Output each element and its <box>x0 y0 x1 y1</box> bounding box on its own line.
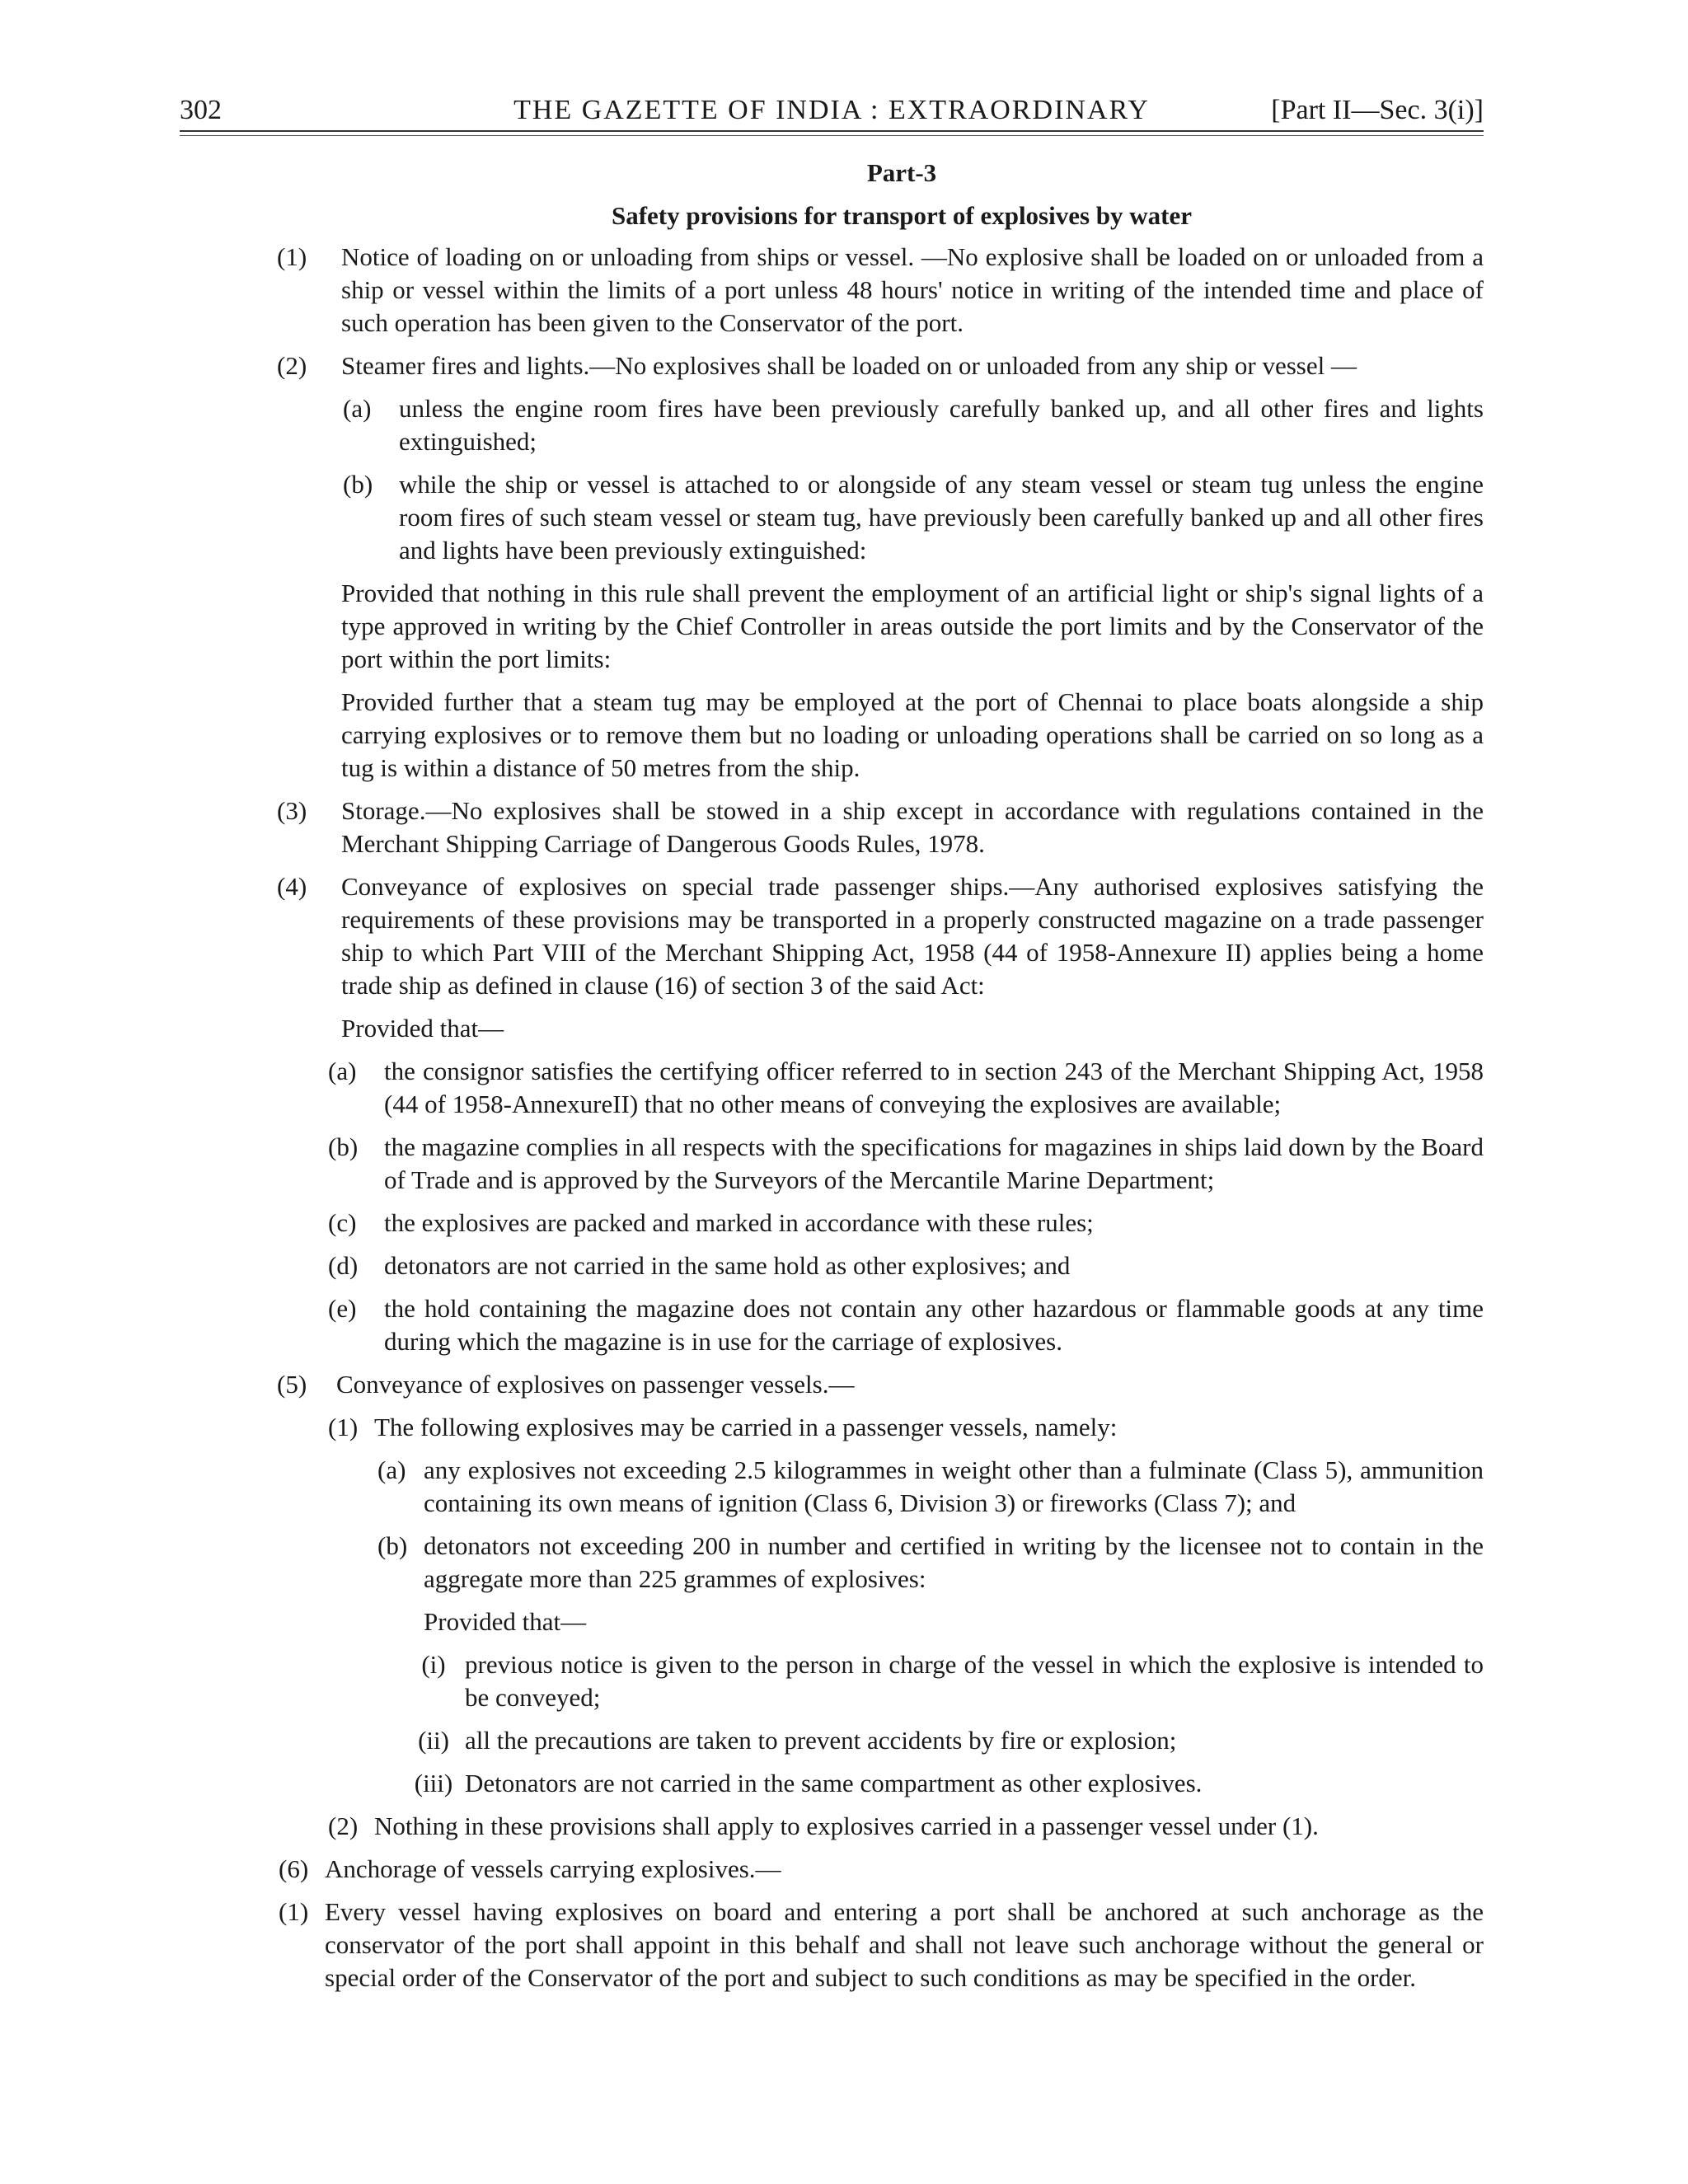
condition-text: previous notice is given to the person in charge of the vessel in which the explosive is intended to be conveyed; <box>465 1650 1484 1712</box>
clause-2a <box>180 392 1484 458</box>
clause-number: (b) <box>377 1531 408 1560</box>
clause-text: the magazine complies in all respects with the specifications for magazines in ships laid down by the Board of Trade and is approved by the Surveyors of the Mercantile Marine Department; <box>384 1132 1484 1194</box>
clause-2b <box>180 468 1484 567</box>
part-heading: Part-3 <box>866 158 937 187</box>
header-rule-thin <box>180 135 1484 136</box>
page-header <box>180 92 1484 135</box>
clause-text: the explosives are packed and marked in accordance with these rules; <box>384 1208 1094 1237</box>
clause-4a <box>180 1055 1484 1121</box>
clause-5-1a <box>180 1454 1484 1520</box>
clause-4b <box>180 1131 1484 1197</box>
clause-5-1b <box>180 1530 1484 1596</box>
clause-number: (a) <box>377 1455 406 1484</box>
clause-4c <box>180 1207 1484 1240</box>
clause-number: (b) <box>343 470 373 499</box>
clause-number: (d) <box>328 1251 359 1280</box>
provision-4 <box>180 870 1484 1002</box>
provision-1 <box>180 241 1484 340</box>
subprovision-6-1 <box>180 1896 1484 1994</box>
clause-text: the consignor satisfies the certifying officer referred to in section 243 of the Merchant Shipping Act, 1958 (44 of 1958-AnnexureII) that no other means of conveying the explosives are available; <box>384 1057 1484 1118</box>
provision-text: Storage.—No explosives shall be stowed in a ship except in accordance with regulations contained in the Merchant Shipping Carriage of Dangerous Goods Rules, 1978. <box>341 796 1484 858</box>
provision-text: Anchorage of vessels carrying explosives.— <box>325 1854 781 1883</box>
provided-that: Provided that— <box>424 1607 587 1636</box>
provision-number: (5) <box>277 1370 307 1399</box>
part-section-label: [Part II—Sec. 3(i)] <box>1271 95 1484 125</box>
provision-2 <box>180 349 1484 382</box>
clause-number: (a) <box>328 1057 357 1085</box>
page-number: 302 <box>180 95 222 125</box>
provision-number: (1) <box>277 242 307 271</box>
clause-text: detonators are not carried in the same hold as other explosives; and <box>384 1251 1071 1280</box>
proviso-paragraph: Provided that nothing in this rule shall prevent the employment of an artificial light or ship's signal lights of a type approved in writing by the Chief Controller in areas outside the port limits and by the Conservator of the port within the port limits: <box>341 579 1484 673</box>
subprovision-5-2 <box>180 1810 1484 1843</box>
subprovision-5-1 <box>180 1411 1484 1444</box>
clause-text: the hold containing the magazine does not contain any other hazardous or flammable goods at any time during which the magazine is in use for the carriage of explosives. <box>384 1294 1484 1356</box>
header-rule <box>180 130 1484 132</box>
provision-6 <box>180 1853 1484 1886</box>
condition-iii <box>180 1767 1484 1800</box>
clause-number: (c) <box>328 1208 357 1237</box>
condition-number: (i) <box>421 1650 446 1679</box>
clause-text: any explosives not exceeding 2.5 kilogrammes in weight other than a fulminate (Class 5), ammunition containing its own means of ignition (Class 6, Division 3) or fireworks (Class 7); and <box>424 1455 1484 1517</box>
provision-number: (3) <box>277 796 307 825</box>
condition-i <box>180 1648 1484 1714</box>
provision-text: Conveyance of explosives on special trade passenger ships.—Any authorised explosives satisfying the requirements of these provisions may be transported in a properly constructed magazine on a trade passenger ship to which Part VIII of the Merchant Shipping Act, 1958 (44 of 1958-Annexure II) applies being a home trade ship as defined in clause (16) of section 3 of the said Act: <box>341 872 1484 1000</box>
provision-number: (4) <box>277 872 307 901</box>
provision-5 <box>180 1368 1484 1401</box>
provision-text: Conveyance of explosives on passenger vessels.— <box>336 1370 855 1399</box>
document-body <box>180 157 1484 2004</box>
subprovision-number: (1) <box>279 1897 309 1926</box>
condition-number: (ii) <box>418 1726 449 1755</box>
section-heading: Safety provisions for transport of explosives by water <box>611 201 1193 230</box>
clause-text: unless the engine room fires have been previously carefully banked up, and all other fires and lights extinguished; <box>399 394 1484 456</box>
condition-text: Detonators are not carried in the same compartment as other explosives. <box>465 1769 1203 1797</box>
clause-number: (e) <box>328 1294 357 1323</box>
condition-number: (iii) <box>414 1769 453 1797</box>
clause-number: (b) <box>328 1132 359 1161</box>
provided-that: Provided that— <box>341 1014 504 1043</box>
clause-text: detonators not exceeding 200 in number and certified in writing by the licensee not to contain in the aggregate more than 225 grammes of explosives: <box>424 1531 1484 1593</box>
clause-text: while the ship or vessel is attached to or alongside of any steam vessel or steam tug unless the engine room fires of such steam vessel or steam tug, have previously been carefully banked up and all other fires and lights have been previously extinguished: <box>399 470 1484 565</box>
provision-number: (6) <box>279 1854 309 1883</box>
gazette-title: THE GAZETTE OF INDIA : EXTRAORDINARY <box>513 95 1150 125</box>
clause-4e <box>180 1292 1484 1358</box>
provision-3 <box>180 794 1484 860</box>
proviso-further-paragraph: Provided further that a steam tug may be employed at the port of Chennai to place boats alongside a ship carrying explosives or to remove them but no loading or unloading operations shall be carried on so long as a tug is within a distance of 50 metres from the ship. <box>341 687 1484 782</box>
provision-text: Steamer fires and lights.—No explosives shall be loaded on or unloaded from any ship or vessel — <box>341 351 1357 380</box>
provision-number: (2) <box>277 351 307 380</box>
subprovision-number: (2) <box>328 1811 359 1840</box>
clause-4d <box>180 1249 1484 1282</box>
subprovision-text: The following explosives may be carried in a passenger vessels, namely: <box>374 1413 1118 1441</box>
condition-text: all the precautions are taken to prevent accidents by fire or explosion; <box>465 1726 1177 1755</box>
clause-number: (a) <box>343 394 372 423</box>
provision-text: Notice of loading on or unloading from ships or vessel. —No explosive shall be loaded on or unloaded from a ship or vessel within the limits of a port unless 48 hours' notice in writing of the intended time and place of such operation has been given to the Conservator of the port. <box>341 242 1484 337</box>
condition-ii <box>180 1724 1484 1757</box>
subprovision-text: Nothing in these provisions shall apply to explosives carried in a passenger vessel under (1). <box>374 1811 1319 1840</box>
subprovision-number: (1) <box>328 1413 359 1441</box>
subprovision-text: Every vessel having explosives on board and entering a port shall be anchored at such anchorage as the conservator of the port shall appoint in this behalf and shall not leave such anchorage without the general or special order of the Conservator of the port and subject to such conditions as may be specified in the order. <box>325 1897 1484 1992</box>
